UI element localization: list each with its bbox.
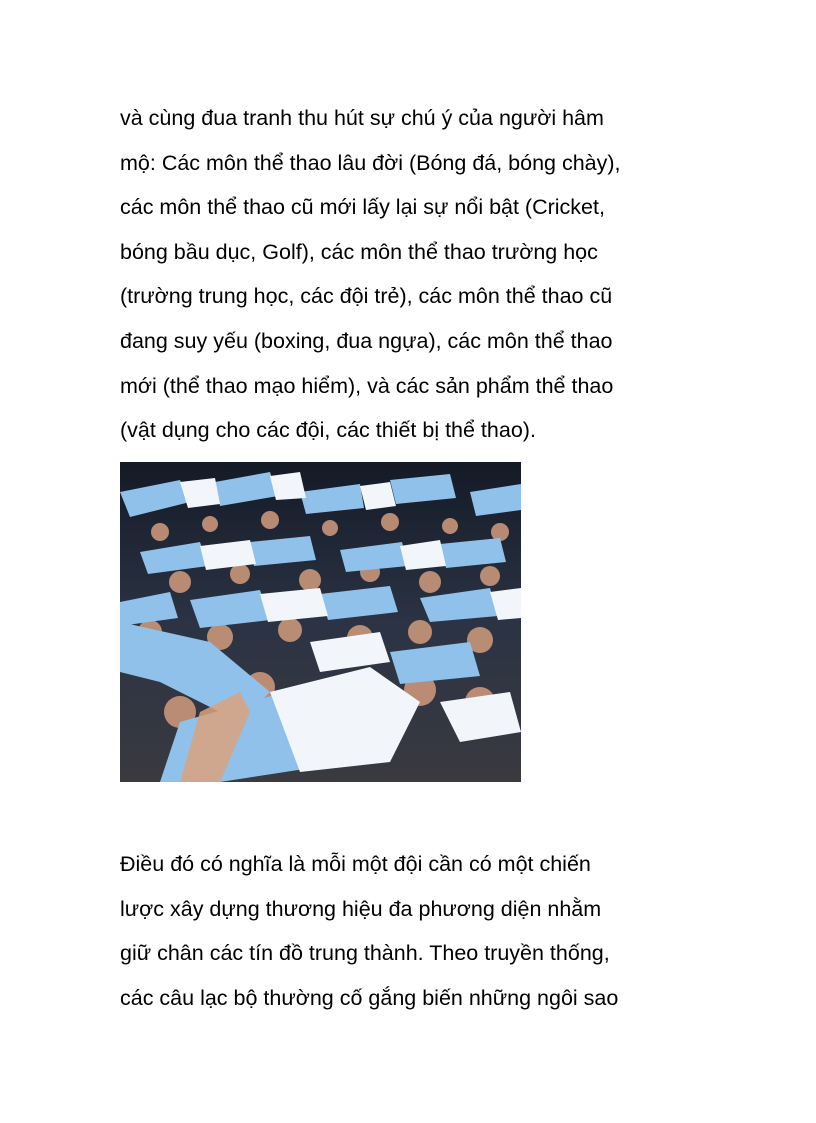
text-line: bóng bầu dục, Golf), các môn thể thao trường học [120,239,598,264]
text-line: (vật dụng cho các đội, các thiết bị thể thao). [120,418,536,443]
text-line: Điều đó có nghĩa là mỗi một đội cần có một chiến [120,852,591,876]
text-line: và cùng đua tranh thu hút sự chú ý của người hâm [120,106,604,130]
paragraph-2 [120,842,720,1020]
text-line: lược xây dựng thương hiệu đa phương diện nhằm [120,896,602,921]
text-line: đang suy yếu (boxing, đua ngựa), các môn thể thao [120,328,613,353]
text-line: các câu lạc bộ thường cố gắng biến những ngôi sao [120,985,619,1010]
text-line: các môn thể thao cũ mới lấy lại sự nổi bật (Cricket, [120,195,605,220]
text-line: giữ chân các tín đồ trung thành. Theo truyền thống, [120,941,610,966]
crowd-photo-icon [120,462,521,782]
text-line: mộ: Các môn thể thao lâu đời (Bóng đá, bóng chày), [120,150,621,175]
paragraph-1 [120,96,720,453]
text-line: mới (thể thao mạo hiểm), và các sản phẩm thể thao [120,373,614,398]
text-line: (trường trung học, các đội trẻ), các môn thể thao cũ [120,284,613,309]
crowd-photo [120,462,521,782]
